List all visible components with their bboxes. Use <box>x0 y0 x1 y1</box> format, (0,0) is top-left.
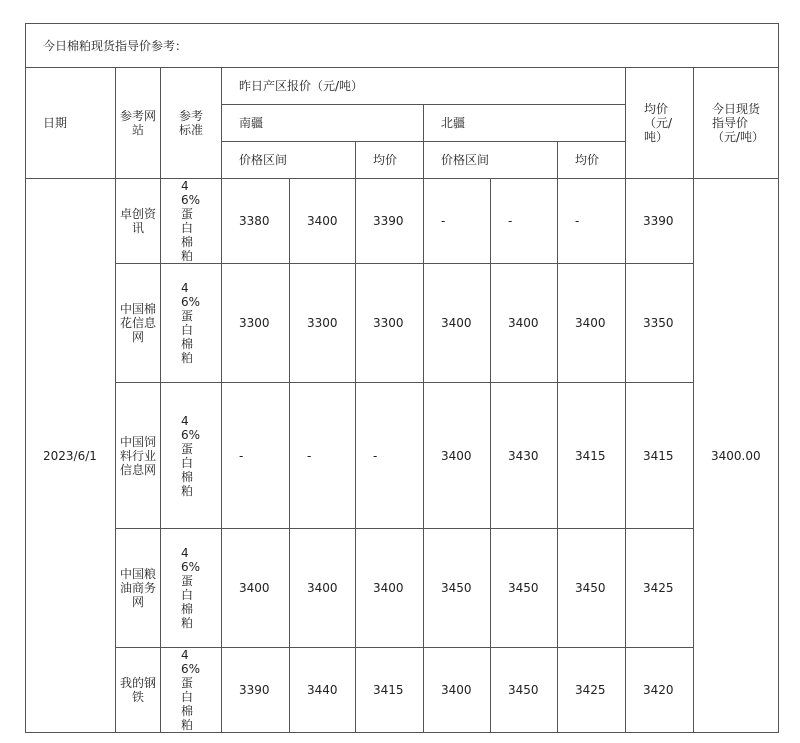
south-avg-cell: 3400 <box>356 529 424 648</box>
header-site: 参考网站 <box>116 68 161 179</box>
north-avg-cell: 3400 <box>558 264 626 383</box>
north-high-cell: 3400 <box>491 264 558 383</box>
avg-cell: 3350 <box>626 264 694 383</box>
north-avg-cell: 3415 <box>558 383 626 529</box>
table-row <box>26 529 779 648</box>
header-yesterday: 昨日产区报价（元/吨） <box>222 68 626 105</box>
avg-cell: 3390 <box>626 179 694 264</box>
date-cell: 2023/6/1 <box>26 179 116 733</box>
site-cell: 中国粮油商务网 <box>116 529 161 648</box>
header-standard: 参考标准 <box>161 68 222 179</box>
south-low-cell: 3400 <box>222 529 290 648</box>
header-north-range: 价格区间 <box>424 142 558 179</box>
standard-cell: 46%蛋白棉粕 <box>161 648 222 733</box>
site-cell: 中国棉花信息网 <box>116 264 161 383</box>
table-row <box>26 179 779 264</box>
today-price-cell: 3400.00 <box>694 179 779 733</box>
standard-cell: 46%蛋白棉粕 <box>161 264 222 383</box>
north-high-cell: 3450 <box>491 648 558 733</box>
south-high-cell: 3400 <box>290 179 356 264</box>
north-high-cell: 3430 <box>491 383 558 529</box>
north-avg-cell: 3425 <box>558 648 626 733</box>
header-south-avg: 均价 <box>356 142 424 179</box>
header-south-range: 价格区间 <box>222 142 356 179</box>
south-high-cell: 3440 <box>290 648 356 733</box>
north-low-cell: 3400 <box>424 383 491 529</box>
table-row <box>26 648 779 733</box>
south-avg-cell: 3300 <box>356 264 424 383</box>
site-cell: 卓创资讯 <box>116 179 161 264</box>
header-avg: 均价（元/吨） <box>626 68 694 179</box>
north-avg-cell: - <box>558 179 626 264</box>
site-cell: 中国饲料行业信息网 <box>116 383 161 529</box>
south-low-cell: 3390 <box>222 648 290 733</box>
north-low-cell: 3400 <box>424 264 491 383</box>
header-north: 北疆 <box>424 105 626 142</box>
south-low-cell: 3300 <box>222 264 290 383</box>
table-title: 今日棉粕现货指导价参考： <box>26 24 779 68</box>
table-row <box>26 264 779 383</box>
south-low-cell: 3380 <box>222 179 290 264</box>
header-north-avg: 均价 <box>558 142 626 179</box>
site-cell: 我的钢铁 <box>116 648 161 733</box>
standard-cell: 46%蛋白棉粕 <box>161 179 222 264</box>
south-high-cell: 3300 <box>290 264 356 383</box>
header-date: 日期 <box>26 68 116 179</box>
price-table <box>25 23 779 733</box>
table-row <box>26 383 779 529</box>
north-avg-cell: 3450 <box>558 529 626 648</box>
north-low-cell: - <box>424 179 491 264</box>
north-high-cell: - <box>491 179 558 264</box>
standard-cell: 46%蛋白棉粕 <box>161 529 222 648</box>
south-avg-cell: - <box>356 383 424 529</box>
avg-cell: 3415 <box>626 383 694 529</box>
avg-cell: 3425 <box>626 529 694 648</box>
south-avg-cell: 3390 <box>356 179 424 264</box>
north-high-cell: 3450 <box>491 529 558 648</box>
north-low-cell: 3450 <box>424 529 491 648</box>
north-low-cell: 3400 <box>424 648 491 733</box>
south-avg-cell: 3415 <box>356 648 424 733</box>
south-high-cell: 3400 <box>290 529 356 648</box>
south-low-cell: - <box>222 383 290 529</box>
header-today-price: 今日现货指导价（元/吨） <box>694 68 779 179</box>
south-high-cell: - <box>290 383 356 529</box>
avg-cell: 3420 <box>626 648 694 733</box>
standard-cell: 46%蛋白棉粕 <box>161 383 222 529</box>
header-south: 南疆 <box>222 105 424 142</box>
